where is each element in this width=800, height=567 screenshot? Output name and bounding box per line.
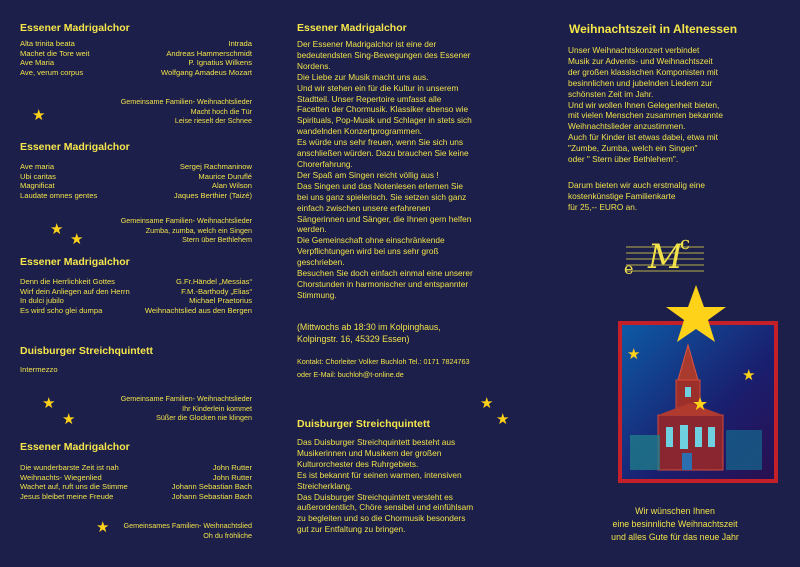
program-panel xyxy=(0,0,270,567)
star-icon: ★ xyxy=(50,221,64,238)
program-row: Wirf dein Anliegen auf den Herrn F.M.-Barthody „Elias“ xyxy=(20,286,252,296)
program-row: Weihnachts- Wiegenlied John Rutter xyxy=(20,472,252,482)
star-icon: ★ xyxy=(62,411,76,428)
quintet-title: Duisburger Streichquintett xyxy=(297,418,431,430)
star-icon: ★ xyxy=(96,519,110,536)
program-row: Magnificat Alan Wilson xyxy=(20,181,252,191)
program-row: Die wunderbarste Zeit ist nah John Rutter xyxy=(20,463,252,472)
section5-title: Essener Madrigalchor xyxy=(20,441,130,453)
program-row: Ave, verum corpus Wolfgang Amadeus Mozart xyxy=(20,67,252,77)
star-icon: ★ xyxy=(70,231,84,248)
program-row: Jesus bleibet meine Freude Johann Sebastian Bach xyxy=(20,491,252,501)
star-icon: ★ xyxy=(742,367,756,384)
church-painting xyxy=(618,285,778,485)
program-row: Alta trinita beata Intrada xyxy=(20,39,252,48)
cover-intro: Unser Weihnachtskonzert verbindet Musik zur Advents- und Weihnachtszeit der großen klassischen Komponisten mit besinnlichen und jubelnden Liedern zur schönsten Zeit im Jahr. Und wir wollen Ihnen Gelegenheit bieten, mit vielen Menschen zusammen bekannte Weihnachtslieder anzustimmen. Auch für Kinder ist etwas dabei, etwa mit "Zumbe, Zumba, welch ein Singen" oder " Stern über Bethlehem". xyxy=(568,45,723,165)
cover-panel xyxy=(535,0,800,567)
section5-family-songs: Gemeinsames Familien- Weihnachtslied Oh du fröhliche xyxy=(123,521,252,540)
section3-title: Essener Madrigalchor xyxy=(20,256,130,268)
program-row: In dulci jubilo Michael Praetorius xyxy=(20,296,252,306)
section4-family-songs: Gemeinsame Familien- Weihnachtslieder Ihr Kinderlein kommet Süßer die Glocken nie klingen xyxy=(120,394,252,423)
program-row: Laudate omnes gentes Jaques Berthier (Taizé) xyxy=(20,190,252,200)
family-ticket-info: Darum bieten wir auch erstmalig eine kostenkünstige Familienkarte für 25,-- EURO an. xyxy=(568,180,705,212)
section3-list xyxy=(20,277,252,315)
section5-list xyxy=(20,463,252,501)
choir-title: Essener Madrigalchor xyxy=(297,22,407,34)
program-row: Es wird scho glei dumpa Weihnachtslied aus den Bergen xyxy=(20,305,252,315)
choir-description: Der Essener Madrigalchor ist eine der bedeutendsten Sing-Bewegungen des Essener Nordens. Die Liebe zur Musik macht uns aus. Und wir stehen ein für die Kultur in unserem Stadtteil. Unser Repertoire umfasst alle Facetten der Chormusik. Klassiker ebenso wie Spirituals, Pop-Musik und Schlager in stets sich wandelnden Konzertprogrammen. Es würde uns sehr freuen, wenn Sie sich uns anschließen würden. Dazu brauchen Sie keine Chorerfahrung. Der Spaß am Singen reicht völlig aus ! Das Singen und das Notenlesen erlernen Sie bei uns ganz spielerisch. Sie setzen sich ganz einfach zwischen unsere erfahrenen Sängerinnen und Sänger, die Ihnen gern helfen werden. Die Gemeinschaft ohne einschränkende Verpflichtungen wird bei uns sehr groß geschrieben. Besuchen Sie doch einfach einmal eine unserer Chorstunden in harmonischer und entspannter Stimmung. xyxy=(297,39,473,300)
program-row: Ubi caritas Maurice Duruflé xyxy=(20,171,252,181)
rehearsal-info: (Mittwochs ab 18:30 im Kolpinghaus, Kolpingstr. 16, 45329 Essen) xyxy=(297,322,441,344)
wishes: Wir wünschen Ihnen eine besinnliche Weihnachtszeit und alles Gute für das neue Jahr xyxy=(611,506,739,542)
section1-list xyxy=(20,39,252,77)
star-icon: ★ xyxy=(692,394,709,414)
program-row: Machet die Tore weit Andreas Hammerschmidt xyxy=(20,48,252,58)
quintet-description: Das Duisburger Streichquintett besteht aus Musikerinnen und Musikern der großen Kulturorchester des Ruhrgebiets. Es ist bekannt für seinen warmen, intensiven Streicherklang. Das Duisburger Streichquintett versteht es außerordentlich, Chöre sensibel und einfühlsam zu begleiten und so die Chormusik besonders gut zur Entfaltung zu bringen. xyxy=(297,437,474,535)
logo-letter-m: M xyxy=(648,237,683,277)
star-icon: ★ xyxy=(32,107,46,124)
section2-list xyxy=(20,162,252,200)
section4-title: Duisburger Streichquintett xyxy=(20,345,154,357)
program-row: Ave Maria P. Ignatius Wilkens xyxy=(20,58,252,68)
cover-title: Weihnachtszeit in Altenessen xyxy=(569,22,738,36)
star-icon: ★ xyxy=(480,395,494,412)
section2-family-songs: Gemeinsame Familien- Weihnachtslieder Zumba, zumba, welch ein Singen Stern über Bethlehem xyxy=(120,216,252,245)
star-icon: ★ xyxy=(42,395,56,412)
program-row: Denn die Herrlichkeit Gottes G.Fr.Händel „Messias“ xyxy=(20,277,252,286)
contact-info: Kontakt: Chorleiter Volker Buchloh Tel.: 0171 7824763 oder E-Mail: buchloh@t-online.de xyxy=(297,357,470,379)
logo-letter-e: e xyxy=(624,259,634,278)
choir-logo xyxy=(620,233,710,283)
program-row: Ave maria Sergej Rachmaninow xyxy=(20,162,252,171)
program-row: Wachet auf, ruft uns die Stimme Johann Sebastian Bach xyxy=(20,482,252,492)
logo-letter-c: c xyxy=(680,233,691,254)
section1-title: Essener Madrigalchor xyxy=(20,22,130,34)
section4-item: Intermezzo xyxy=(20,365,58,374)
info-panel xyxy=(270,0,535,567)
section2-title: Essener Madrigalchor xyxy=(20,141,130,153)
star-icon: ★ xyxy=(627,346,641,363)
star-icon: ★ xyxy=(496,411,510,428)
section1-family-songs: Gemeinsame Familien- Weihnachtslieder Macht hoch die Tür Leise rieselt der Schnee xyxy=(120,97,252,126)
